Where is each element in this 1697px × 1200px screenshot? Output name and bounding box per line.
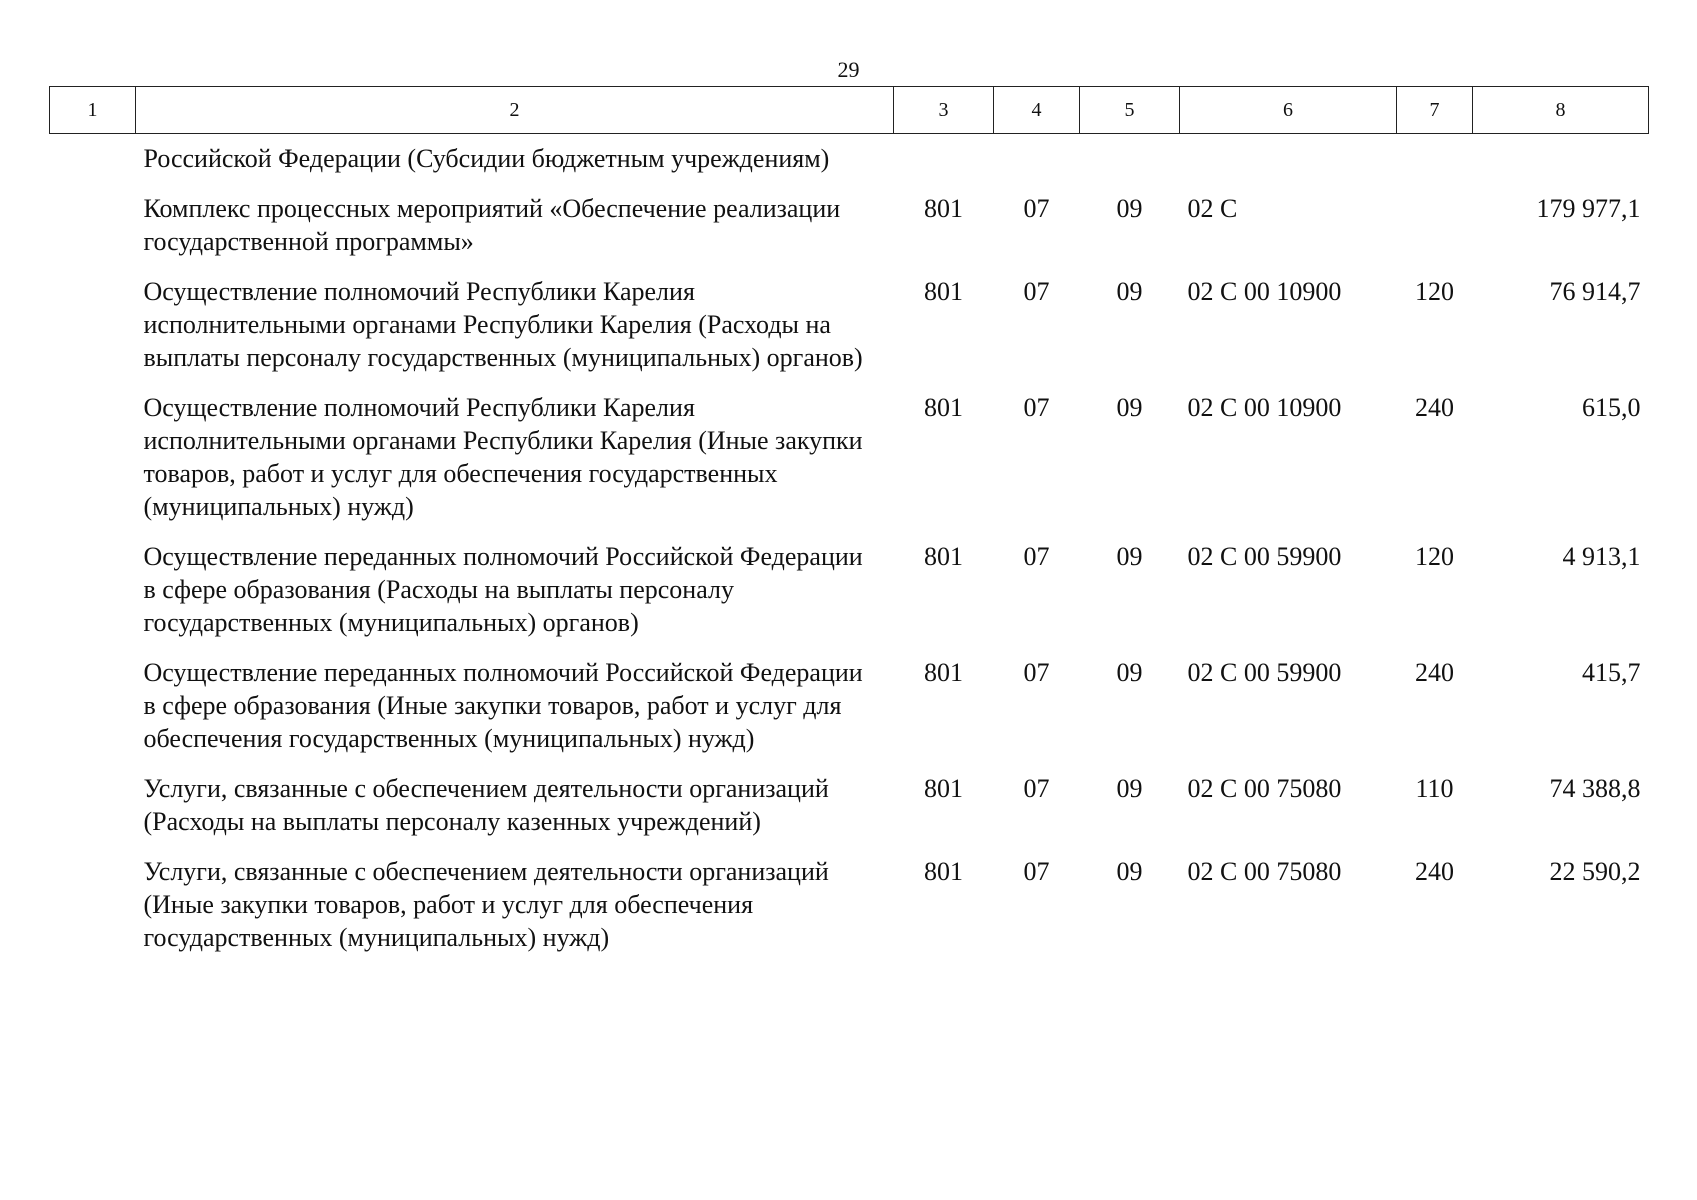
table-row bbox=[50, 391, 1649, 540]
budget-table-container bbox=[49, 86, 1648, 971]
table-header bbox=[50, 87, 1649, 134]
amount-cell: 615,0 bbox=[1582, 393, 1641, 422]
subsection-code-cell: 09 bbox=[1116, 658, 1143, 687]
row-number-cell bbox=[50, 134, 136, 193]
table-row bbox=[50, 772, 1649, 855]
target-article-cell bbox=[1180, 134, 1397, 193]
row-number-cell bbox=[50, 275, 136, 391]
amount-cell: 22 590,2 bbox=[1549, 857, 1641, 886]
subsection-code-cell bbox=[1080, 134, 1180, 193]
expense-type-cell: 240 bbox=[1415, 857, 1454, 886]
amount-cell: 74 388,8 bbox=[1549, 774, 1641, 803]
expense-name-cell: Осуществление переданных полномочий Российской Федерации в сфере образования (Иные закупки товаров, работ и услуг для обеспечения государственных (муниципальных) нужд) bbox=[143, 658, 863, 753]
header-cell-5: 5 bbox=[1080, 87, 1180, 134]
target-article-cell: 02 С bbox=[1187, 194, 1238, 223]
expense-type-cell: 120 bbox=[1415, 277, 1454, 306]
amount-cell bbox=[1473, 134, 1649, 193]
amount-cell: 4 913,1 bbox=[1562, 542, 1641, 571]
section-code-cell: 07 bbox=[1023, 393, 1050, 422]
amount-cell: 415,7 bbox=[1582, 658, 1641, 687]
row-number-cell bbox=[50, 656, 136, 772]
budget-table bbox=[49, 86, 1649, 971]
table-body bbox=[50, 134, 1649, 972]
expense-name-cell: Комплекс процессных мероприятий «Обеспечение реализации государственной программы» bbox=[143, 194, 841, 256]
subsection-code-cell: 09 bbox=[1116, 277, 1143, 306]
ministry-code-cell: 801 bbox=[924, 774, 963, 803]
table-row bbox=[50, 275, 1649, 391]
table-row bbox=[50, 192, 1649, 275]
target-article-cell: 02 С 00 10900 bbox=[1187, 393, 1342, 422]
expense-name-cell: Российской Федерации (Субсидии бюджетным учреждениям) bbox=[143, 144, 830, 173]
section-code-cell: 07 bbox=[1023, 277, 1050, 306]
expense-name-cell: Услуги, связанные с обеспечением деятельности организаций (Расходы на выплаты персоналу казенных учреждений) bbox=[143, 774, 829, 836]
table-row bbox=[50, 540, 1649, 656]
subsection-code-cell: 09 bbox=[1116, 857, 1143, 886]
expense-type-cell: 240 bbox=[1415, 393, 1454, 422]
target-article-cell: 02 С 00 59900 bbox=[1187, 542, 1342, 571]
expense-name-cell: Осуществление полномочий Республики Карелия исполнительными органами Республики Карелия (Иные закупки товаров, работ и услуг для обеспечения государственных (муниципальных) нужд) bbox=[143, 393, 863, 521]
row-number-cell bbox=[50, 192, 136, 275]
expense-type-cell: 110 bbox=[1415, 774, 1454, 803]
header-row bbox=[50, 87, 1649, 134]
row-number-cell bbox=[50, 391, 136, 540]
ministry-code-cell: 801 bbox=[924, 658, 963, 687]
subsection-code-cell: 09 bbox=[1116, 774, 1143, 803]
section-code-cell: 07 bbox=[1023, 774, 1050, 803]
ministry-code-cell: 801 bbox=[924, 393, 963, 422]
ministry-code-cell bbox=[894, 134, 994, 193]
section-code-cell: 07 bbox=[1023, 857, 1050, 886]
expense-type-cell: 120 bbox=[1415, 542, 1454, 571]
header-cell-1: 1 bbox=[50, 87, 136, 134]
ministry-code-cell: 801 bbox=[924, 857, 963, 886]
amount-cell: 76 914,7 bbox=[1549, 277, 1641, 306]
header-cell-4: 4 bbox=[994, 87, 1080, 134]
subsection-code-cell: 09 bbox=[1116, 393, 1143, 422]
table-row bbox=[50, 656, 1649, 772]
subsection-code-cell: 09 bbox=[1116, 542, 1143, 571]
ministry-code-cell: 801 bbox=[924, 277, 963, 306]
header-cell-2: 2 bbox=[136, 87, 894, 134]
header-cell-3: 3 bbox=[894, 87, 994, 134]
header-cell-6: 6 bbox=[1180, 87, 1397, 134]
page-number: 29 bbox=[837, 57, 860, 82]
target-article-cell: 02 С 00 75080 bbox=[1187, 857, 1342, 886]
expense-type-cell bbox=[1397, 134, 1473, 193]
section-code-cell: 07 bbox=[1023, 658, 1050, 687]
ministry-code-cell: 801 bbox=[924, 542, 963, 571]
subsection-code-cell: 09 bbox=[1116, 194, 1143, 223]
expense-name-cell: Осуществление переданных полномочий Российской Федерации в сфере образования (Расходы на выплаты персоналу государственных (муниципальных) органов) bbox=[143, 542, 863, 637]
header-cell-8: 8 bbox=[1473, 87, 1649, 134]
section-code-cell: 07 bbox=[1023, 542, 1050, 571]
expense-name-cell: Осуществление полномочий Республики Карелия исполнительными органами Республики Карелия (Расходы на выплаты персоналу государственных (муниципальных) органов) bbox=[143, 277, 863, 372]
ministry-code-cell: 801 bbox=[924, 194, 963, 223]
row-number-cell bbox=[50, 855, 136, 971]
table-row bbox=[50, 134, 1649, 193]
header-cell-7: 7 bbox=[1397, 87, 1473, 134]
row-number-cell bbox=[50, 772, 136, 855]
target-article-cell: 02 С 00 10900 bbox=[1187, 277, 1342, 306]
expense-name-cell: Услуги, связанные с обеспечением деятельности организаций (Иные закупки товаров, работ и услуг для обеспечения государственных (муниципальных) нужд) bbox=[143, 857, 829, 952]
target-article-cell: 02 С 00 75080 bbox=[1187, 774, 1342, 803]
amount-cell: 179 977,1 bbox=[1536, 194, 1641, 223]
row-number-cell bbox=[50, 540, 136, 656]
section-code-cell bbox=[994, 134, 1080, 193]
section-code-cell: 07 bbox=[1023, 194, 1050, 223]
target-article-cell: 02 С 00 59900 bbox=[1187, 658, 1342, 687]
table-row bbox=[50, 855, 1649, 971]
expense-type-cell bbox=[1397, 192, 1473, 275]
expense-type-cell: 240 bbox=[1415, 658, 1454, 687]
